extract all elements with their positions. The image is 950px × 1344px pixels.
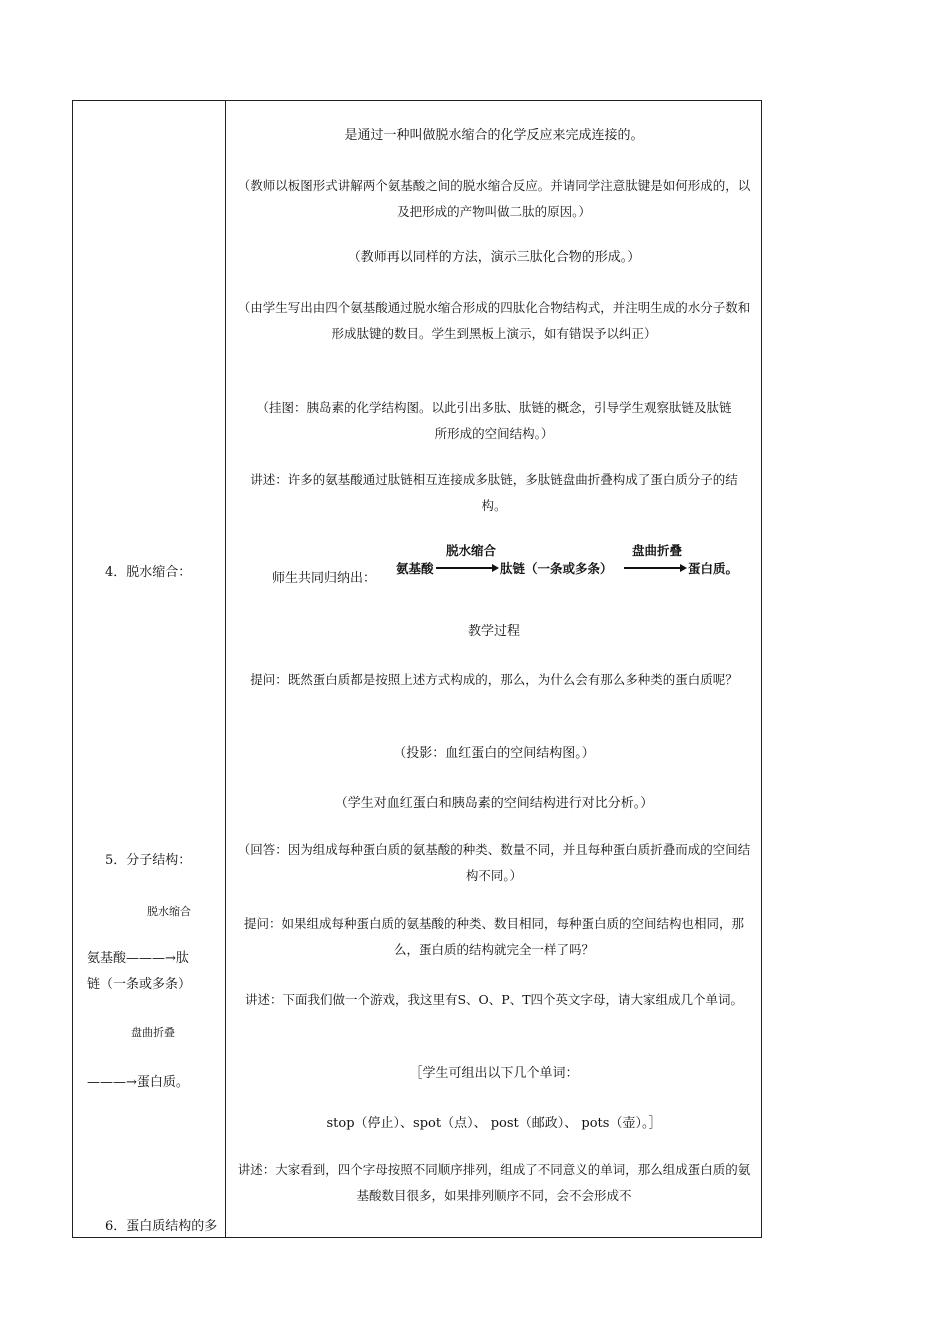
paragraph-4: （由学生写出由四个氨基酸通过脱水缩合形成的四肽化合物结构式，并注明生成的水分子数和形成肽键的数目。学生到黑板上演示，如有错误予以纠正） [237, 300, 751, 341]
paragraph-3: （教师再以同样的方法，演示三肽化合物的形成。） [347, 250, 641, 265]
dehydration-label: 脱水缩合 [147, 905, 191, 918]
formula-line-1: 氨基酸———→肽 [87, 951, 189, 966]
formula-peptide-chain: 肽链（一条或多条） [500, 561, 613, 576]
arrow-2-head [680, 564, 687, 572]
paragraph-15: ［学生可组出以下几个单词： [409, 1066, 579, 1081]
section-6-heading: 6．蛋白质结构的多 [105, 1219, 218, 1234]
paragraph-6: 讲述：许多的氨基酸通过肽链相互连接成多肽链，多肽链盘曲折叠构成了蛋白质分子的结构。 [250, 472, 738, 513]
formula-diagram [396, 541, 746, 577]
paragraph-11: （学生对血红蛋白和胰岛素的空间结构进行对比分析。） [334, 796, 654, 811]
formula-folding-label: 盘曲折叠 [632, 543, 683, 558]
paragraph-2: （教师以板图形式讲解两个氨基酸之间的脱水缩合反应。并请同学注意肽键是如何形成的，以及把形成的产物叫做二肽的原因。） [237, 178, 751, 219]
arrow-2-line [624, 567, 682, 569]
paragraph-5: （挂图：胰岛素的化学结构图。以此引出多肽、肽链的概念，引导学生观察肽链及肽链所形成的空间结构。） [256, 400, 732, 441]
formula-line-3: ———→蛋白质。 [87, 1075, 189, 1090]
section-title-teaching-process: 教学过程 [467, 624, 520, 639]
right-column [226, 101, 762, 1237]
formula-amino-acid: 氨基酸 [396, 561, 434, 576]
left-column [73, 101, 225, 1237]
lesson-table [72, 100, 762, 1238]
arrow-1-line [436, 567, 494, 569]
paragraph-14: 讲述：下面我们做一个游戏，我这里有S、O、P、T四个英文字母，请大家组成几个单词。 [244, 992, 744, 1007]
paragraph-9: 提问：既然蛋白质都是按照上述方式构成的，那么，为什么会有那么多种类的蛋白质呢？ [250, 672, 738, 687]
section-4-heading: 4．脱水缩合： [105, 565, 192, 580]
paragraph-1: 是通过一种叫做脱水缩合的化学反应来完成连接的。 [344, 128, 644, 143]
paragraph-12: （回答：因为组成每种蛋白质的氨基酸的种类、数量不同，并且每种蛋白质折叠而成的空间结构不同。） [237, 842, 751, 883]
formula-line-2: 链（一条或多条） [87, 977, 192, 992]
section-5-heading: 5．分子结构： [105, 853, 192, 868]
arrow-1-head [492, 564, 499, 572]
paragraph-13: 提问：如果组成每种蛋白质的氨基酸的种类、数目相同，每种蛋白质的空间结构也相同，那么，蛋白质的结构就完全一样了吗？ [243, 916, 744, 957]
formula-protein: 蛋白质。 [688, 561, 739, 576]
paragraph-10: （投影：血红蛋白的空间结构图。） [393, 746, 595, 761]
summary-prefix: 师生共同归纳出： [272, 571, 377, 586]
paragraph-16: stop（停止）、spot（点）、 post（邮政）、 pots（壶）。］ [326, 1116, 662, 1131]
folding-label: 盘曲折叠 [131, 1026, 175, 1039]
formula-dehydration-label: 脱水缩合 [446, 543, 497, 558]
paragraph-17: 讲述：大家看到，四个字母按照不同顺序排列，组成了不同意义的单词，那么组成蛋白质的氨基酸数目很多，如果排列顺序不同，会不会形成不 [237, 1162, 751, 1203]
